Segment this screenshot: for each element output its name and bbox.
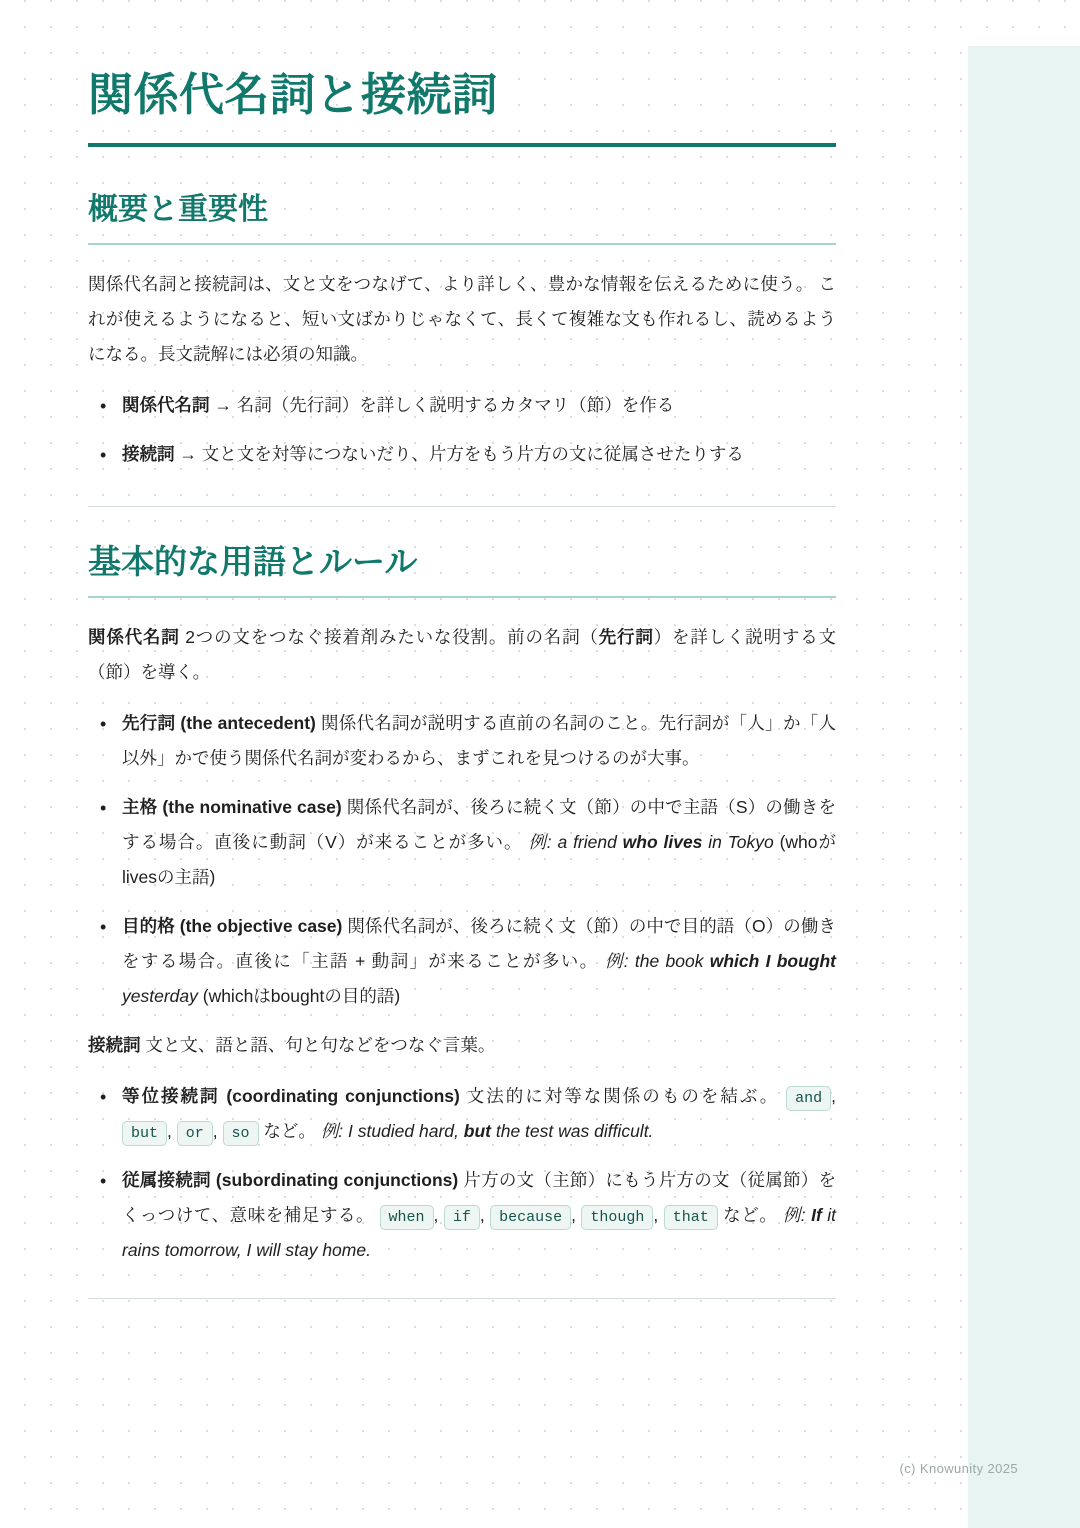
lead-text-after: ）を詳しく説明する文（節）を導く。	[88, 626, 837, 682]
bullet-term: 接続詞	[122, 443, 175, 464]
relative-pronoun-term-list	[88, 706, 836, 1014]
term-description: 関係代名詞が、後ろに続く文（節）の中で主語（S）の働きをする場合。直後に動詞（V）が来ることが多い。	[122, 796, 836, 852]
lead-text-before: 2つの文をつなぐ接着剤みたいな役割。前の名詞（	[179, 626, 599, 647]
term-description: 文法的に対等な関係のものを結ぶ。	[459, 1085, 787, 1106]
keyword-chip-so: so	[223, 1121, 259, 1146]
page-title: 関係代名詞と接続詞	[88, 69, 498, 120]
bullet-arrow: →	[179, 443, 197, 464]
keyword-chip-and: and	[786, 1086, 831, 1111]
section-divider-bottom	[88, 1298, 836, 1299]
lead-strong: 先行詞	[598, 626, 654, 647]
list-item	[122, 909, 836, 1014]
copyright-credit: (c) Knowunity 2025	[899, 1461, 1018, 1476]
example-label: 例:	[528, 831, 558, 852]
example-label: 例:	[320, 1120, 348, 1141]
example-note: (whoがlivesの主語)	[122, 831, 836, 887]
keyword-chip-but: but	[122, 1121, 167, 1146]
section-heading-overview: 概要と重要性	[88, 193, 268, 227]
list-item	[122, 790, 836, 895]
relative-pronoun-lead	[88, 620, 836, 690]
term-label: 目的格 (the objective case)	[122, 915, 343, 936]
list-item	[122, 388, 836, 423]
example-label: 例:	[782, 1204, 812, 1225]
term-description: 片方の文（主節）にもう片方の文（従属節）をくっつけて、意味を補足する。	[122, 1169, 836, 1225]
bullet-arrow: →	[214, 394, 232, 415]
term-label: 先行詞 (the antecedent)	[122, 712, 316, 733]
example-emphasis: but	[463, 1120, 491, 1141]
example-emphasis: If	[811, 1204, 822, 1225]
example-text-tail: the test was difficult.	[490, 1120, 654, 1141]
example-note: (whichはboughtの目的語)	[197, 985, 401, 1006]
lead-term: 関係代名詞	[88, 626, 180, 647]
example-text-tail: it rains tomorrow, I will stay home.	[122, 1204, 836, 1260]
term-label: 等位接続詞 (coordinating conjunctions)	[122, 1085, 460, 1106]
example-text: a friend	[557, 831, 623, 852]
example-emphasis: who lives	[622, 831, 703, 852]
lead-text: 文と文、語と語、句と句などをつなぐ言葉。	[140, 1034, 496, 1055]
example-emphasis: which I bought	[709, 950, 837, 971]
section-underline	[88, 243, 836, 245]
conjunction-lead	[88, 1028, 836, 1063]
bullet-text: 名詞（先行詞）を詳しく説明するカタマリ（節）を作る	[236, 394, 675, 415]
title-underline	[88, 143, 836, 147]
keyword-chip-if: if	[444, 1205, 480, 1230]
section-heading-basics: 基本的な用語とルール	[88, 542, 418, 580]
keyword-chip-that: that	[664, 1205, 718, 1230]
overview-paragraph: 関係代名詞と接続詞は、文と文をつなげて、より詳しく、豊かな情報を伝えるために使う。 これが使えるようになると、短い文ばかりじゃなくて、長くて複雑な文も作れるし、読めるようになる。長文読解には必須の知識。	[88, 273, 836, 364]
example-text-tail: in Tokyo	[702, 831, 774, 852]
lead-term: 接続詞	[88, 1034, 141, 1055]
conjunction-term-list	[88, 1079, 836, 1268]
term-label: 主格 (the nominative case)	[122, 796, 342, 817]
keyword-chip-when: when	[380, 1205, 434, 1230]
term-description: 関係代名詞が説明する直前の名詞のこと。先行詞が「人」か「人以外」かで使う関係代名詞が変わるから、まずこれを見つけるのが大事。	[122, 712, 836, 768]
term-label: 従属接続詞 (subordinating conjunctions)	[122, 1169, 459, 1190]
term-description: 関係代名詞が、後ろに続く文（節）の中で目的語（O）の働きをする場合。直後に「主語 + 動詞」が来ることが多い。	[122, 915, 836, 971]
list-item	[122, 437, 836, 472]
keyword-chip-because: because	[490, 1205, 571, 1230]
list-item	[122, 706, 836, 776]
example-label: 例:	[604, 950, 635, 971]
decorative-side-band	[968, 46, 1080, 1528]
document-content	[88, 68, 836, 1299]
bullet-text: 文と文を対等につないだり、片方をもう片方の文に従属させたりする	[201, 443, 744, 464]
decorative-side-band-gap	[964, 46, 968, 1528]
list-item: • 従属接続詞 (subordinating conjunctions) 片方の文（主節）にもう片方の文（従属節）をくっつけて、意味を補足する。 when , if , because , though , that など。 例: If it rains tomorrow, I will stay home.	[122, 1163, 836, 1268]
section-divider	[88, 506, 836, 507]
list-item: • 等位接続詞 (coordinating conjunctions) 文法的に対等な関係のものを結ぶ。 and , but , or , so など。 例: I studied hard, but the test was difficult.	[122, 1079, 836, 1149]
keyword-chip-or: or	[177, 1121, 213, 1146]
overview-bullet-list	[88, 388, 836, 472]
after-keywords-text: など。	[258, 1120, 321, 1141]
bullet-term: 関係代名詞	[122, 394, 210, 415]
example-text: I studied hard,	[347, 1120, 464, 1141]
after-keywords-text: など。	[717, 1204, 783, 1225]
example-text-tail: yesterday	[122, 985, 198, 1006]
section-underline	[88, 596, 836, 598]
example-text: the book	[634, 950, 710, 971]
keyword-chip-though: though	[581, 1205, 653, 1230]
